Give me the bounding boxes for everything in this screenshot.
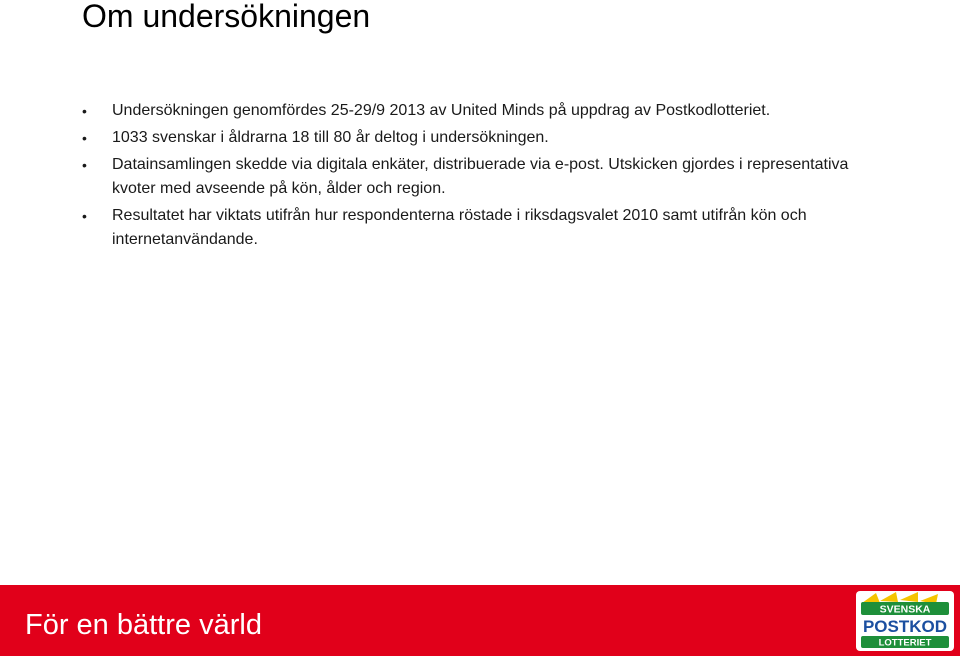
bullet-item	[82, 153, 862, 201]
logo-ray	[862, 593, 880, 603]
slide-title: Om undersökningen	[82, 0, 371, 34]
bullet-text: Undersökningen genomfördes 25-29/9 2013 av United Minds på uppdrag av Postkodlotteriet.	[112, 102, 771, 119]
bullet-text: Datainsamlingen skedde via digitala enkäter, distribuerade via e-post. Utskicken gjordes i representativa kvoter med avseende på kön, ålder och region.	[112, 156, 849, 197]
logo-text-line2: POSTKOD	[862, 617, 948, 636]
logo-text-line3: LOTTERIET	[878, 637, 932, 649]
bullet-item	[82, 126, 862, 150]
bullet-list	[82, 99, 862, 255]
bullet-item	[82, 204, 862, 252]
bullet-dot-icon: •	[82, 103, 87, 119]
logo-ray	[880, 592, 898, 602]
bullet-item	[82, 99, 862, 123]
logo-text-line1: SVENSKA	[879, 603, 931, 616]
footer-slogan: För en bättre värld	[25, 609, 262, 641]
logo-ray	[900, 592, 918, 602]
bullet-text: 1033 svenskar i åldrarna 18 till 80 år deltog i undersökningen.	[112, 129, 549, 146]
postkodlotteriet-logo	[856, 591, 954, 651]
bullet-dot-icon: •	[82, 208, 87, 224]
logo-graphic	[856, 591, 954, 651]
footer-bar	[0, 585, 960, 656]
bullet-dot-icon: •	[82, 157, 87, 173]
bullet-dot-icon: •	[82, 130, 87, 146]
bullet-text: Resultatet har viktats utifrån hur respondenterna röstade i riksdagsvalet 2010 samt utifrån kön och internetanvändande.	[112, 207, 807, 248]
